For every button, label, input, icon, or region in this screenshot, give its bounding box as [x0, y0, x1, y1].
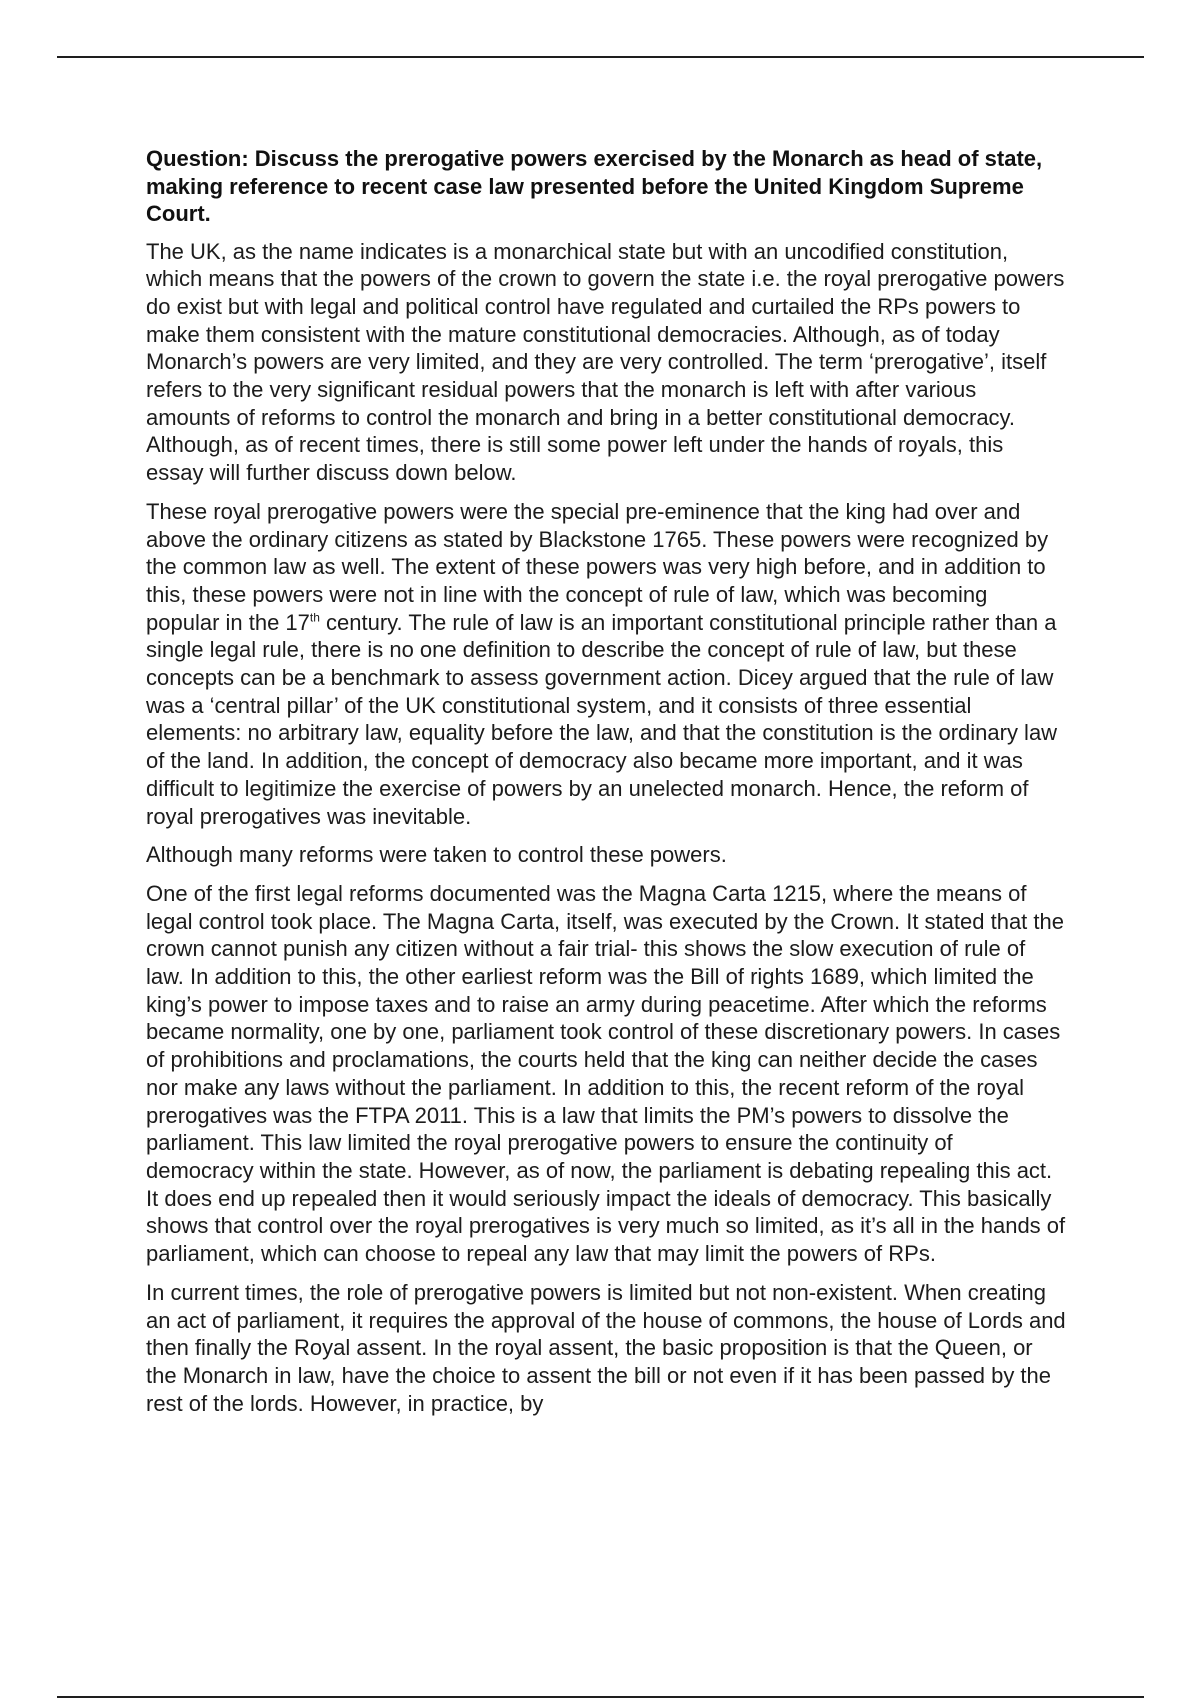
paragraph-1: The UK, as the name indicates is a monarchical state but with an uncodified constitution, which means that the powers of the crown to govern the state i.e. the royal prerogative powers do exist but with legal and political control have regulated and curtailed the RPs powers to make them consistent with the mature constitutional democracies. Although, as of today Monarch’s powers are very limited, and they are very controlled. The term ‘prerogative’, itself refers to the very significant residual powers that the monarch is left with after various amounts of reforms to control the monarch and bring in a better constitutional democracy. Although, as of recent times, there is still some power left under the hands of royals, this essay will further discuss down below. [146, 238, 1065, 486]
paragraph-2-part-1: These royal prerogative powers were the special pre-eminence that the king had over and above the ordinary citizens as stated by Blackstone 1765. These powers were recognized by the common law as well. The extent of these powers was very high before, and in addition to this, these powers were not in line with the concept of rule of law, which was becoming popular in the 17 [146, 498, 1049, 635]
question-heading: Question: Discuss the prerogative powers exercised by the Monarch as head of state, making reference to recent case law presented before the United Kingdom Supreme Court. [146, 146, 1043, 226]
document-body [146, 145, 1066, 1428]
paragraph-5: In current times, the role of prerogative powers is limited but not non-existent. When creating an act of parliament, it requires the approval of the house of commons, the house of Lords and then finally the Royal assent. In the royal assent, the basic proposition is that the Queen, or the Monarch in law, have the choice to assent the bill or not even if it has been passed by the rest of the lords. However, in practice, by [146, 1279, 1066, 1416]
paragraph-4: One of the first legal reforms documented was the Magna Carta 1215, where the means of legal control took place. The Magna Carta, itself, was executed by the Crown. It stated that the crown cannot punish any citizen without a fair trial- this shows the slow execution of rule of law. In addition to this, the other earliest reform was the Bill of rights 1689, which limited the king’s power to impose taxes and to raise an army during peacetime. After which the reforms became normality, one by one, parliament took control of these discretionary powers. In cases of prohibitions and proclamations, the courts held that the king can neither decide the cases nor make any laws without the parliament. In addition to this, the recent reform of the royal prerogatives was the FTPA 2011. This is a law that limits the PM’s powers to dissolve the parliament. This law limited the royal prerogative powers to ensure the continuity of democracy within the state. However, as of now, the parliament is debating repealing this act. It does end up repealed then it would seriously impact the ideals of democracy. This basically shows that control over the royal prerogatives is very much so limited, as it’s all in the hands of parliament, which can choose to repeal any law that may limit the powers of RPs. [146, 880, 1066, 1267]
paragraph-2-superscript: th [309, 610, 320, 625]
bottom-rule [57, 1696, 1144, 1698]
paragraph-2 [146, 498, 1066, 830]
top-rule [57, 56, 1144, 58]
paragraph-2-part-2: century. The rule of law is an important constitutional principle rather than a single legal rule, there is no one definition to describe the concept of rule of law, but these concepts can be a benchmark to assess government action. Dicey argued that the rule of law was a ‘central pillar’ of the UK constitutional system, and it consists of three essential elements: no arbitrary law, equality before the law, and that the constitution is the ordinary law of the land. In addition, the concept of democracy also became more important, and it was difficult to legitimize the exercise of powers by an unelected monarch. Hence, the reform of royal prerogatives was inevitable. [146, 609, 1058, 829]
paragraph-3: Although many reforms were taken to control these powers. [146, 842, 727, 868]
